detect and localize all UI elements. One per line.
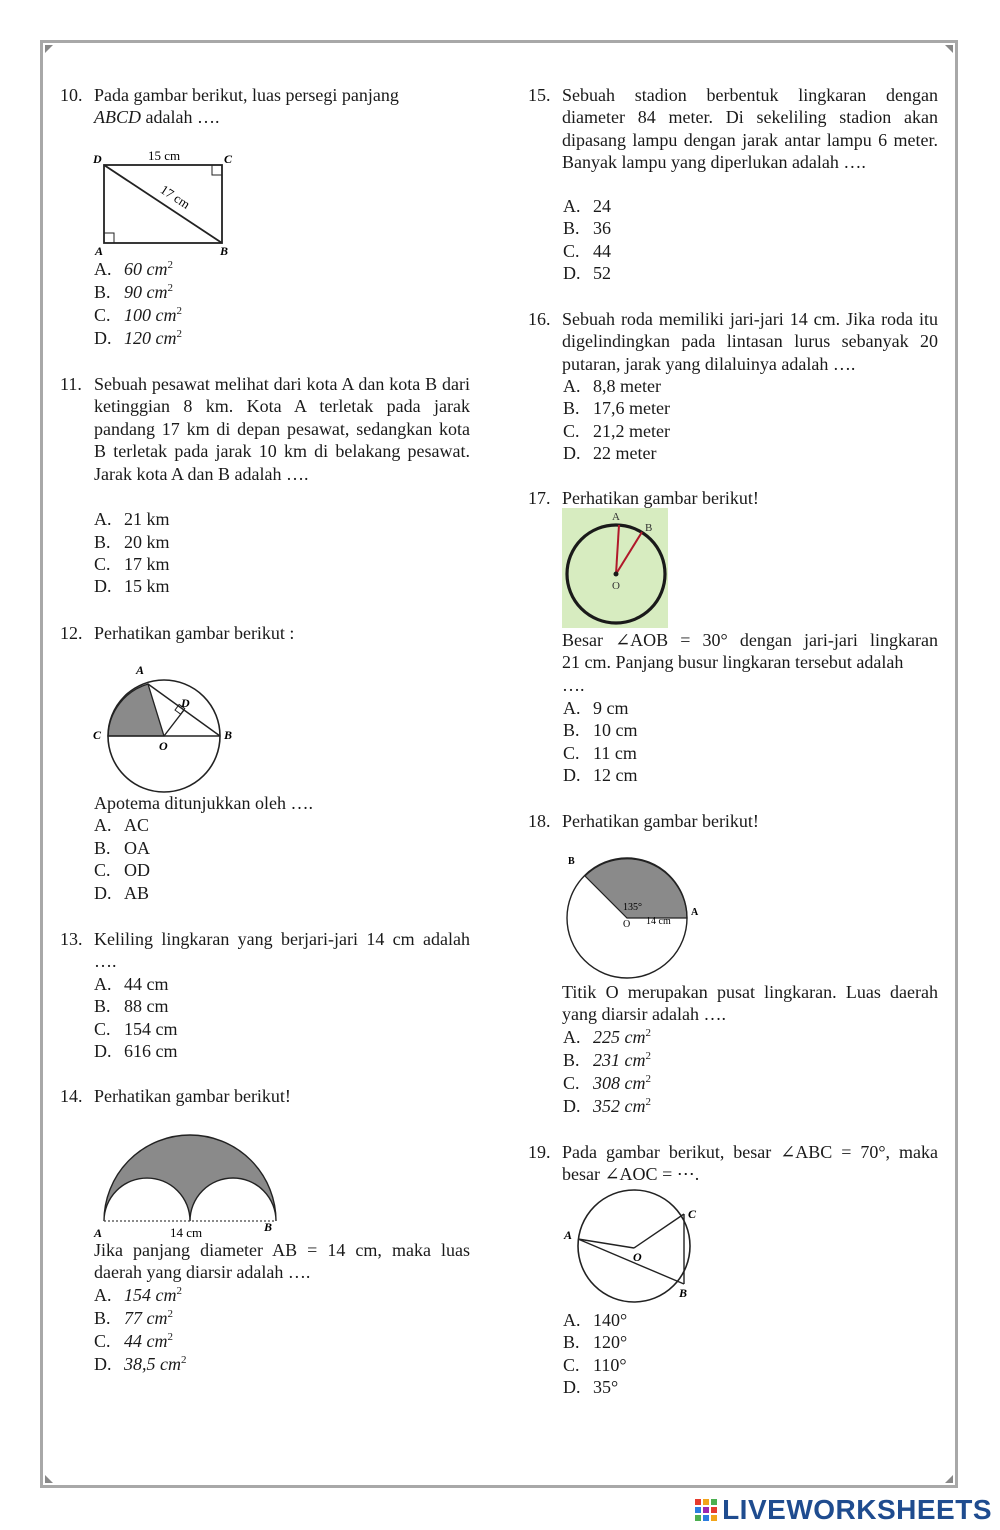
label-d: D (181, 696, 190, 710)
option-d[interactable]: D. 352 $cm^2$ (563, 1096, 651, 1116)
option-b[interactable]: B. 20 km (94, 532, 170, 552)
circle-arc-figure (562, 508, 668, 628)
question-14-followup: Jika panjang diameter AB = 14 cm, maka luas daerah yang diarsir adalah …. (94, 1240, 470, 1283)
question-text: Pada gambar berikut, luas persegi panjang (94, 85, 399, 105)
question-number: 17. (528, 488, 551, 508)
label-b: B (679, 1286, 688, 1300)
question-12-followup: Apotema ditunjukkan oleh …. (94, 793, 313, 813)
option-c[interactable]: C. 44 (563, 241, 611, 261)
label-length: 14 cm (170, 1225, 203, 1240)
label-o: O (623, 919, 631, 930)
question-text: Sebuah pesawat melihat dari kota A dan kota B dari ketinggian 8 km. Kota A terletak pada jarak pandang 17 km di depan pesawat, sedangkan kota B terletak pada jarak 10 km di belakang pesawat. Jarak kota A dan B adalah …. (94, 374, 470, 484)
option-c[interactable]: C. 21,2 meter (563, 421, 670, 441)
question-11 (60, 373, 470, 485)
option-d[interactable]: D. 15 km (94, 576, 170, 596)
question-14 (60, 1085, 470, 1107)
question-17 (528, 487, 938, 509)
label-radius: 14 cm (646, 916, 671, 927)
question-text: Perhatikan gambar berikut! (562, 488, 759, 508)
option-a[interactable]: A. 44 cm (94, 974, 169, 994)
label-b: B (220, 244, 229, 258)
question-number: 12. (60, 623, 83, 643)
label-c: C (688, 1207, 697, 1221)
question-number: 10. (60, 85, 83, 105)
label-b: B (224, 728, 233, 742)
label-o: O (612, 580, 620, 592)
circle-apothem-figure (88, 660, 238, 795)
question-12 (60, 622, 470, 644)
option-c[interactable]: C. OD (94, 860, 150, 880)
question-text-2: besar ∠AOC = ⋯. (562, 1164, 700, 1185)
question-text: Keliling lingkaran yang berjari-jari 14 cm adalah …. (94, 929, 470, 972)
option-a[interactable]: A. 154 $cm^2$ (94, 1285, 182, 1305)
rectangle-abcd-figure (90, 145, 240, 260)
option-c[interactable]: C. 110° (563, 1355, 627, 1375)
liveworksheets-logo[interactable] (694, 1494, 992, 1526)
option-b[interactable]: B. OA (94, 838, 150, 858)
option-d[interactable]: D. 52 (563, 263, 611, 283)
question-13 (60, 928, 470, 973)
label-angle: 135° (623, 902, 642, 913)
label-a: A (612, 511, 620, 523)
question-16 (528, 308, 938, 375)
question-number: 13. (60, 929, 83, 949)
option-b[interactable]: B. 88 cm (94, 996, 169, 1016)
label-b: B (264, 1220, 273, 1234)
option-c[interactable]: C. 308 $cm^2$ (563, 1073, 651, 1093)
semicircles-figure (92, 1125, 282, 1243)
label-diagonal: 17 cm (157, 181, 193, 212)
option-b[interactable]: B. 17,6 meter (563, 398, 670, 418)
question-text: Pada gambar berikut, besar ∠ABC = 70°, maka (562, 1142, 938, 1162)
question-text: Perhatikan gambar berikut! (94, 1086, 291, 1106)
question-text: Perhatikan gambar berikut : (94, 623, 295, 643)
label-o: O (159, 739, 168, 753)
option-d[interactable]: D. 120 $cm^2$ (94, 328, 182, 348)
option-b[interactable]: B. 90 $cm^2$ (94, 282, 173, 302)
question-19 (528, 1141, 938, 1186)
option-b[interactable]: B. 36 (563, 218, 611, 238)
frame-corner (45, 1475, 53, 1483)
option-c[interactable]: C. 44 $cm^2$ (94, 1331, 173, 1351)
question-18-followup: Titik O merupakan pusat lingkaran. Luas daerah yang diarsir adalah …. (562, 982, 938, 1025)
question-17-followup: Besar ∠AOB = 30° dengan jari-jari lingkaran 21 cm. Panjang busur lingkaran tersebut adalah …. (562, 630, 938, 695)
label-b: B (645, 522, 653, 534)
option-a[interactable]: A. 140° (563, 1310, 628, 1330)
question-text: Sebuah roda memiliki jari-jari 14 cm. Jika roda itu digelindingkan pada lintasan lurus sebanyak 20 putaran, jarak yang dilaluinya adalah …. (562, 309, 938, 374)
option-d[interactable]: D. 616 cm (94, 1041, 178, 1061)
option-c[interactable]: C. 154 cm (94, 1019, 178, 1039)
question-number: 18. (528, 811, 551, 831)
inscribed-angle-figure (562, 1186, 702, 1304)
sector-figure (562, 850, 707, 982)
option-b[interactable]: B. 231 $cm^2$ (563, 1050, 651, 1070)
frame-corner (945, 1475, 953, 1483)
label-b: B (568, 856, 575, 867)
frame-corner (945, 45, 953, 53)
option-a[interactable]: A. AC (94, 815, 150, 835)
option-b[interactable]: B. 10 cm (563, 720, 638, 740)
label-a: A (564, 1228, 573, 1242)
option-a[interactable]: A. 60 $cm^2$ (94, 259, 173, 279)
option-a[interactable]: A. 225 $cm^2$ (563, 1027, 651, 1047)
question-text: Sebuah stadion berbentuk lingkaran dengan diameter 84 meter. Di sekeliling stadion akan dipasang lampu dengan jarak antar lampu 6 meter. Banyak lampu yang diperlukan adalah …. (562, 85, 938, 173)
label-a: A (95, 244, 104, 258)
liveworksheets-logo-text: LIVEWORKSHEETS (722, 1494, 992, 1525)
label-d: D (93, 152, 102, 166)
option-a[interactable]: A. 9 cm (563, 698, 629, 718)
option-a[interactable]: A. 8,8 meter (563, 376, 661, 396)
option-d[interactable]: D. 22 meter (563, 443, 657, 463)
question-number: 16. (528, 309, 551, 329)
option-c[interactable]: C. 17 km (94, 554, 170, 574)
option-b[interactable]: B. 120° (563, 1332, 628, 1352)
question-text-end: adalah …. (145, 107, 220, 128)
question-15 (528, 84, 938, 174)
frame-corner (45, 45, 53, 53)
option-d[interactable]: D. AB (94, 883, 150, 903)
question-number: 15. (528, 85, 551, 105)
liveworksheets-logo-icon (694, 1497, 718, 1523)
label-c: C (93, 728, 102, 742)
question-text-italic: ABCD (94, 107, 141, 128)
question-number: 11. (60, 374, 82, 394)
option-b[interactable]: B. 77 $cm^2$ (94, 1308, 173, 1328)
question-text: Perhatikan gambar berikut! (562, 811, 759, 831)
question-10 (60, 84, 470, 129)
option-c[interactable]: C. 11 cm (563, 743, 637, 763)
label-a: A (691, 907, 699, 918)
option-a[interactable]: A. 21 km (94, 509, 170, 529)
option-d[interactable]: D. 38,5 $cm^2$ (94, 1354, 187, 1374)
option-a[interactable]: A. 24 (563, 196, 611, 216)
option-c[interactable]: C. 100 $cm^2$ (94, 305, 182, 325)
question-number: 14. (60, 1086, 83, 1106)
option-d[interactable]: D. 35° (563, 1377, 619, 1397)
question-number: 19. (528, 1142, 551, 1162)
question-18 (528, 810, 938, 832)
label-c: C (224, 152, 233, 166)
label-a: A (94, 1226, 103, 1240)
label-a: A (136, 663, 145, 677)
option-d[interactable]: D. 12 cm (563, 765, 638, 785)
label-o: O (633, 1250, 642, 1264)
label-top-length: 15 cm (148, 148, 181, 163)
